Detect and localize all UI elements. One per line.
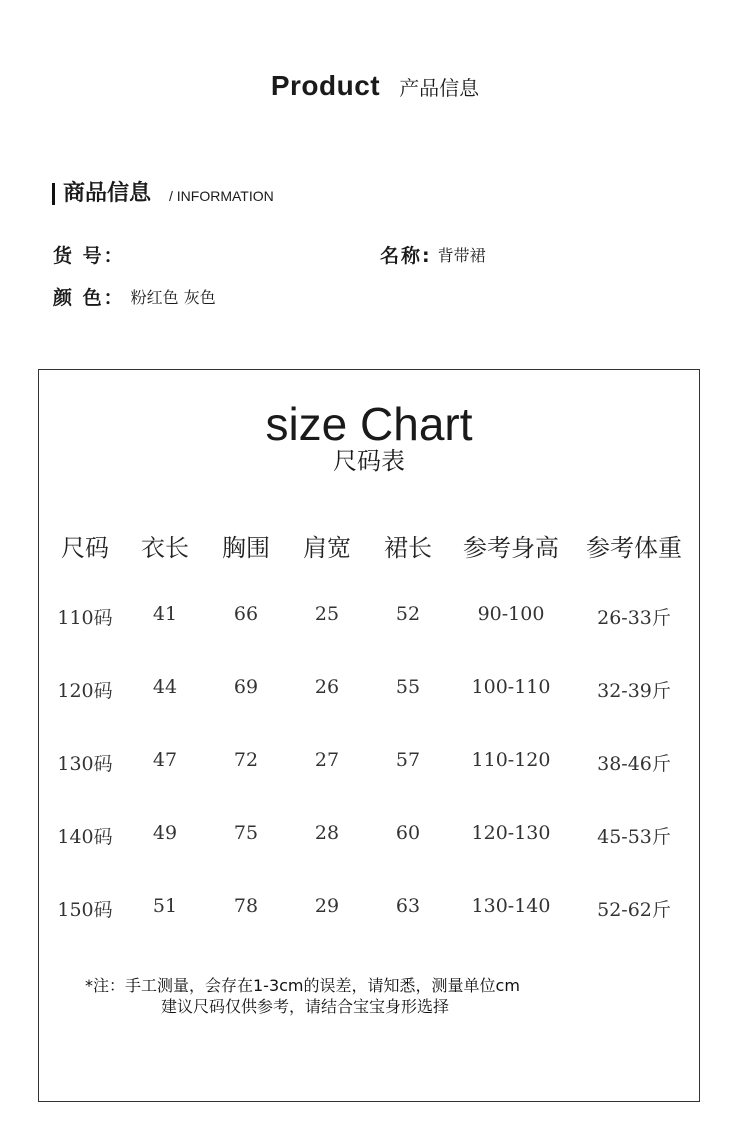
table-cell: 66 [233, 603, 259, 625]
color-row [53, 283, 216, 310]
table-cell: 26 [314, 676, 340, 698]
table-row [39, 812, 699, 885]
table-cell: 130码 [57, 753, 113, 775]
table-cell: 52 [395, 603, 421, 625]
header-title-en: Product [270, 70, 381, 101]
table-cell: 27 [314, 749, 340, 771]
product-name-label: 名称: [380, 245, 432, 267]
section-heading [52, 180, 274, 208]
table-cell: 47 [152, 749, 178, 771]
table-cell: 57 [395, 749, 421, 771]
table-cell: 25 [314, 603, 340, 625]
table-cell: 32-39斤 [597, 680, 671, 702]
table-cell: 41 [152, 603, 178, 625]
table-header-cell: 参考身高 [463, 534, 559, 562]
table-cell: 51 [152, 895, 178, 917]
table-cell: 78 [233, 895, 259, 917]
table-cell: 55 [395, 676, 421, 698]
table-cell: 26-33斤 [597, 607, 671, 629]
note-line-2: 建议尺码仅供参考，请结合宝宝身形选择 [161, 997, 450, 1016]
table-cell: 28 [314, 822, 340, 844]
table-cell: 49 [152, 822, 178, 844]
page-header [0, 70, 750, 102]
section-title-cn: 商品信息 [63, 181, 152, 206]
table-header-cell: 尺码 [61, 534, 109, 562]
table-cell: 130-140 [471, 895, 551, 917]
table-row [39, 739, 699, 812]
table-header-cell: 衣长 [141, 534, 189, 562]
size-chart-panel [38, 369, 700, 1102]
table-cell: 140码 [57, 826, 113, 848]
table-cell: 69 [233, 676, 259, 698]
table-header-cell: 肩宽 [303, 534, 351, 562]
table-header-cell: 裙长 [384, 534, 432, 562]
table-cell: 63 [395, 895, 421, 917]
product-name-value: 背带裙 [437, 246, 486, 265]
product-name-row [380, 241, 486, 268]
section-title-en: / INFORMATION [169, 188, 274, 204]
item-number-label: 货 号： [53, 245, 125, 267]
table-cell: 120码 [57, 680, 113, 702]
table-row [39, 885, 699, 958]
table-header-cell: 参考体重 [586, 534, 682, 562]
table-row [39, 593, 699, 666]
table-cell: 110码 [57, 607, 113, 629]
table-header-row [39, 520, 699, 593]
size-table [39, 520, 699, 958]
table-cell: 120-130 [471, 822, 551, 844]
table-row [39, 666, 699, 739]
color-label: 颜 色： [53, 287, 125, 309]
table-cell: 45-53斤 [597, 826, 671, 848]
note-line-1: *注：手工测量，会存在1-3cm的误差，请知悉，测量单位cm [85, 976, 520, 995]
table-cell: 100-110 [471, 676, 551, 698]
table-cell: 75 [233, 822, 259, 844]
table-cell: 72 [233, 749, 259, 771]
size-chart-subtitle: 尺码表 [333, 447, 405, 475]
table-cell: 90-100 [477, 603, 545, 625]
measurement-note [85, 975, 520, 1017]
table-header-cell: 胸围 [222, 534, 270, 562]
color-value: 粉红色 灰色 [130, 288, 216, 307]
header-title-cn: 产品信息 [399, 75, 480, 100]
table-cell: 150码 [57, 899, 113, 921]
item-number-row [53, 241, 131, 268]
table-cell: 44 [152, 676, 178, 698]
table-cell: 52-62斤 [597, 899, 671, 921]
size-chart-title: size Chart [265, 398, 473, 450]
table-cell: 110-120 [471, 749, 551, 771]
table-cell: 29 [314, 895, 340, 917]
section-bar [52, 183, 55, 205]
table-cell: 60 [395, 822, 421, 844]
table-cell: 38-46斤 [597, 753, 671, 775]
